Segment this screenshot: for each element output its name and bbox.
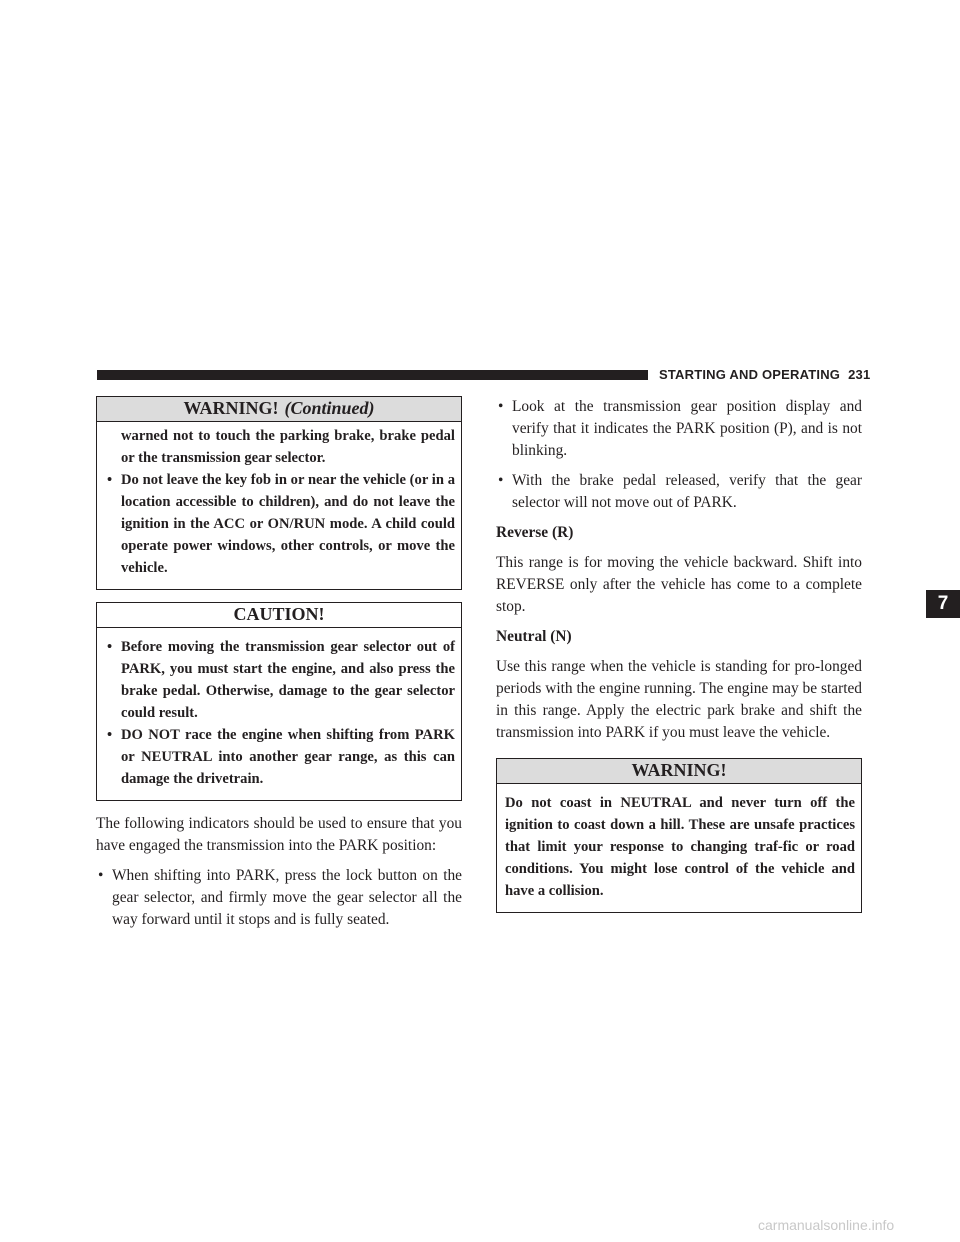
left-column [96, 396, 462, 939]
warning-title: WARNING! [183, 398, 279, 418]
warning-continued-body [97, 422, 461, 589]
page-number: 231 [848, 367, 871, 382]
caution-header: CAUTION! [97, 603, 461, 628]
park-indicator-item: • When shifting into PARK, press the lock button on the gear selector, and firmly move the gear selector all the way forward until it stops and is fully seated. [96, 865, 462, 931]
reverse-heading: Reverse (R) [496, 524, 574, 541]
neutral-heading: Neutral (N) [496, 628, 572, 645]
park-indicator-item: • With the brake pedal released, verify that the gear selector will not move out of PARK. [496, 470, 862, 514]
continued-label: (Continued) [284, 398, 375, 418]
park-indicators-intro: The following indicators should be used to ensure that you have engaged the transmission into the PARK position: [96, 815, 462, 854]
park-indicators-list-continued [496, 396, 862, 514]
watermark: carmanualsonline.info [758, 1217, 895, 1233]
warning-continued-box [96, 396, 462, 590]
neutral-warning-header: WARNING! [497, 759, 861, 784]
right-column [496, 396, 862, 925]
caution-body [97, 628, 461, 800]
section-title: STARTING AND OPERATING [659, 367, 841, 382]
warning-continued-header [97, 397, 461, 422]
caution-item: • Before moving the transmission gear selector out of PARK, you must start the engine, and also press the brake pedal. Otherwise, damage to the gear selector could result. [105, 636, 455, 724]
caution-list [105, 636, 455, 790]
neutral-text: Use this range when the vehicle is standing for pro-longed periods with the engine running. The engine may be started in this range. Apply the electric park brake and shift the transmission into PARK if you must leave the vehicle. [496, 658, 862, 741]
reverse-text: This range is for moving the vehicle backward. Shift into REVERSE only after the vehicle has come to a complete stop. [496, 554, 862, 615]
park-indicators-list [96, 865, 462, 931]
caution-box [96, 602, 462, 801]
caution-item: • DO NOT race the engine when shifting from PARK or NEUTRAL into another gear range, as this can damage the drivetrain. [105, 724, 455, 790]
neutral-warning-body: Do not coast in NEUTRAL and never turn off the ignition to coast down a hill. These are unsafe practices that limit your response to changing traf-fic or road conditions. You might lose control of the vehicle and have a collision. [505, 795, 855, 899]
warning-continued-item: • Do not leave the key fob in or near the vehicle (or in a location accessible to children), and do not leave the ignition in the ACC or ON/RUN mode. A child could operate power windows, other controls, or move the vehicle. [105, 469, 455, 579]
running-header [659, 367, 870, 382]
park-indicator-item: • Look at the transmission gear position display and verify that it indicates the PARK position (P), and is not blinking. [496, 396, 862, 462]
header-rule [97, 370, 648, 380]
warning-continuation-text: warned not to touch the parking brake, brake pedal or the transmission gear selector. [121, 428, 455, 466]
neutral-warning-box [496, 758, 862, 913]
chapter-tab: 7 [926, 590, 960, 618]
warning-continued-list [105, 469, 455, 579]
